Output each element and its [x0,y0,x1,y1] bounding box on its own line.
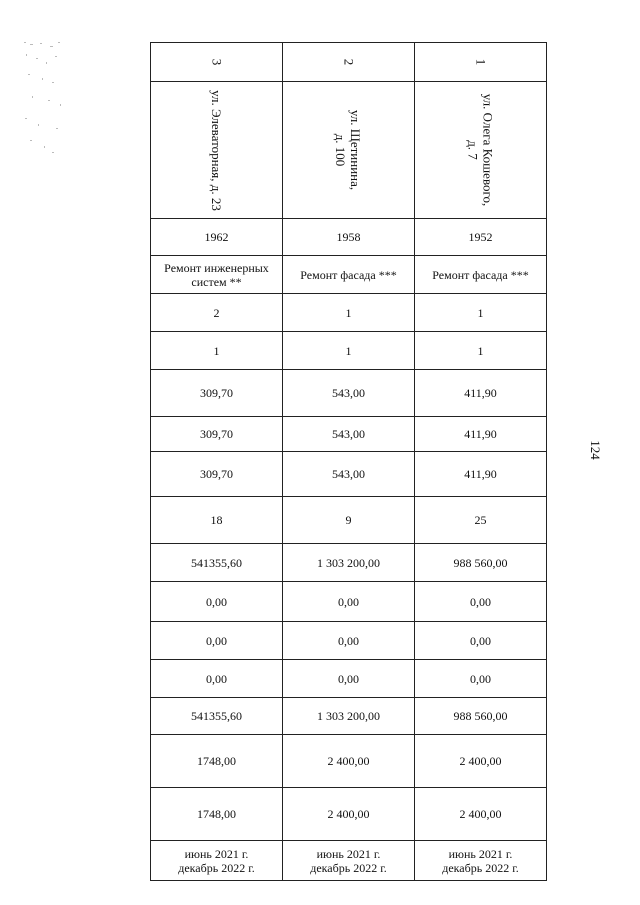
table-cell: 411,90 [415,417,547,452]
address: ул. Олега Кошевого, д. 7 [465,93,496,207]
table-cell: 411,90 [415,452,547,497]
table-row [151,417,547,452]
table-cell: 9 [283,497,415,544]
table-cell: 2 [151,294,283,332]
table-cell: 2 400,00 [283,735,415,788]
table-cell: 543,00 [283,452,415,497]
table-cell [151,43,283,82]
table-cell: 543,00 [283,370,415,417]
table-cell: 0,00 [415,582,547,622]
table-cell: 1 [283,294,415,332]
table-cell: 309,70 [151,417,283,452]
table-cell: 541355,60 [151,544,283,582]
table-row [151,544,547,582]
table-cell: 0,00 [151,660,283,698]
table-row-period [151,841,547,881]
table-cell: 543,00 [283,417,415,452]
table-cell [283,82,415,219]
table-cell: 1 [415,332,547,370]
table-cell: 2 400,00 [283,788,415,841]
column-number: 3 [209,58,225,66]
table-cell: 0,00 [283,582,415,622]
table-cell: 1748,00 [151,788,283,841]
table-cell [151,82,283,219]
table-row-number [151,43,547,82]
table-row [151,370,547,417]
table-cell: Ремонт фасада *** [415,256,547,294]
table-cell: 0,00 [283,622,415,660]
table-row [151,735,547,788]
page-number [585,430,605,470]
address: ул. Щетинина, д. 100 [333,109,364,191]
table-cell [283,43,415,82]
table-cell: 18 [151,497,283,544]
table-row [151,582,547,622]
table-cell: 1962 [151,219,283,256]
period-end: декабрь 2022 г. [178,860,255,875]
table-cell: 2 400,00 [415,735,547,788]
table-cell: 0,00 [151,622,283,660]
table-cell: 1958 [283,219,415,256]
table-cell [415,82,547,219]
period-start: июнь 2021 г. [316,846,381,861]
table-cell: Ремонт инженерных систем ** [151,256,283,294]
table-cell: 1 [151,332,283,370]
table-cell: 25 [415,497,547,544]
table-cell: 541355,60 [151,698,283,735]
column-number: 2 [341,58,357,66]
table-cell: 1 303 200,00 [283,698,415,735]
table-cell: 1952 [415,219,547,256]
period-end: декабрь 2022 г. [442,860,519,875]
table-cell: 0,00 [415,660,547,698]
table-cell: 0,00 [283,660,415,698]
table-cell [415,841,547,881]
table-row-work-type [151,256,547,294]
data-table [150,42,547,881]
table-cell [151,841,283,881]
table-cell: 1748,00 [151,735,283,788]
table-row [151,622,547,660]
period-start: июнь 2021 г. [448,846,513,861]
table-cell: 988 560,00 [415,698,547,735]
period-start: июнь 2021 г. [184,846,249,861]
table-cell: 1 [415,294,547,332]
scan-artifact [22,40,66,160]
table-row [151,497,547,544]
table-cell: 0,00 [415,622,547,660]
table-row-year [151,219,547,256]
table-row [151,698,547,735]
table-row [151,660,547,698]
table-cell [283,841,415,881]
table-row [151,788,547,841]
table-row-address [151,82,547,219]
table-cell: 1 303 200,00 [283,544,415,582]
page-number-label: 124 [588,440,603,460]
table-cell: 988 560,00 [415,544,547,582]
period-end: декабрь 2022 г. [310,860,387,875]
table-cell: 411,90 [415,370,547,417]
table-row [151,332,547,370]
table-cell: 309,70 [151,370,283,417]
table-cell [415,43,547,82]
address: ул. Элеваторная, д. 23 [208,89,224,211]
table-row [151,294,547,332]
table-cell: 2 400,00 [415,788,547,841]
table-cell: 1 [283,332,415,370]
table-cell: 309,70 [151,452,283,497]
table-row [151,452,547,497]
table-cell: Ремонт фасада *** [283,256,415,294]
table-cell: 0,00 [151,582,283,622]
column-number: 1 [473,58,489,66]
